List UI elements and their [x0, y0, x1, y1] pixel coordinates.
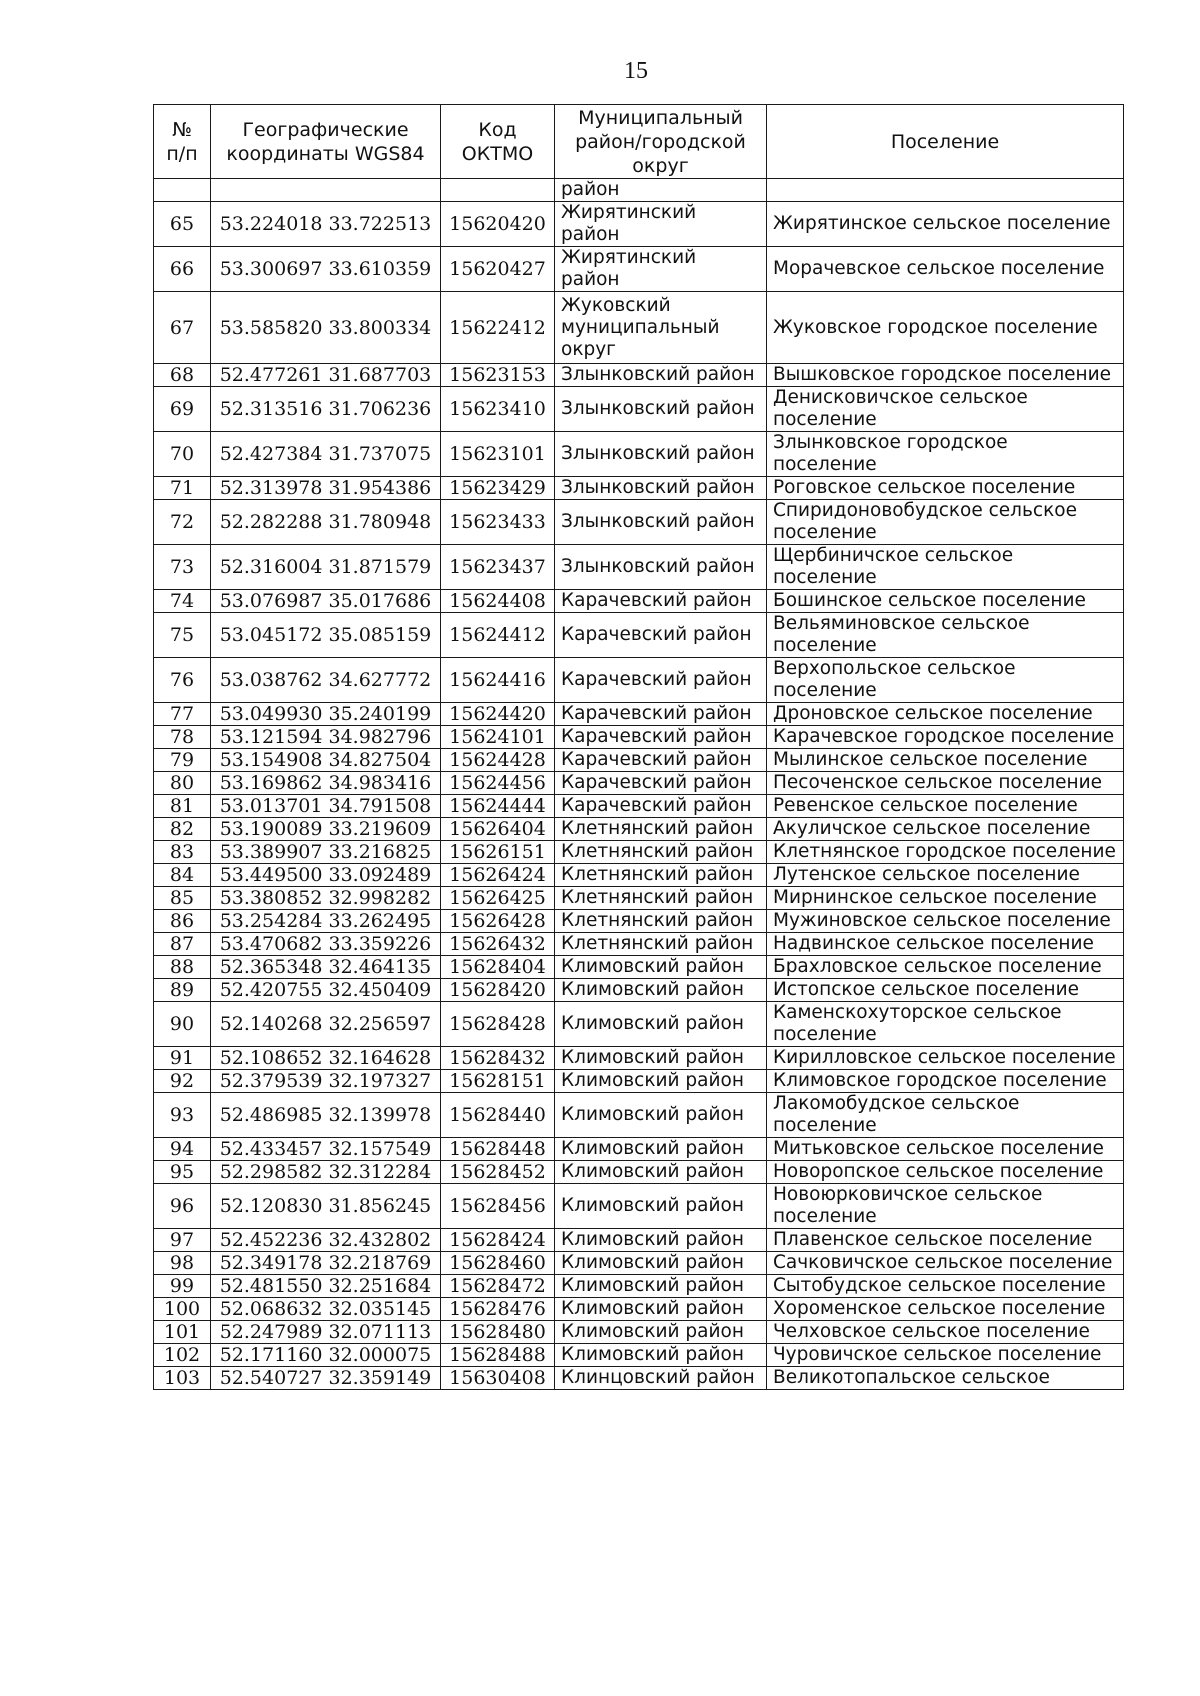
cell-district: Климовский район — [555, 1275, 767, 1298]
cell-oktmo: 15626425 — [441, 887, 555, 910]
cell-coordinates: 52.120830 31.856245 — [211, 1184, 441, 1229]
cell-settlement: Плавенское сельское поселение — [767, 1229, 1124, 1252]
cell-settlement: Мужиновское сельское поселение — [767, 910, 1124, 933]
cell-settlement: Лутенское сельское поселение — [767, 864, 1124, 887]
cell-settlement: Карачевское городское поселение — [767, 726, 1124, 749]
cell-number: 102 — [154, 1344, 211, 1367]
cell-oktmo: 15626151 — [441, 841, 555, 864]
cell-district: Злынковский район — [555, 500, 767, 545]
cell-coordinates: 52.420755 32.450409 — [211, 979, 441, 1002]
cell-coordinates: 53.049930 35.240199 — [211, 703, 441, 726]
cell-district: Жирятинский район — [555, 247, 767, 292]
cell-oktmo — [441, 179, 555, 202]
cell-coordinates: 52.433457 32.157549 — [211, 1138, 441, 1161]
table-row — [154, 1002, 1124, 1047]
cell-district: Клетнянский район — [555, 864, 767, 887]
cell-settlement: Сачковичское сельское поселение — [767, 1252, 1124, 1275]
cell-number: 97 — [154, 1229, 211, 1252]
cell-oktmo: 15626404 — [441, 818, 555, 841]
cell-oktmo: 15628452 — [441, 1161, 555, 1184]
table-row — [154, 1367, 1124, 1390]
cell-number: 96 — [154, 1184, 211, 1229]
cell-district: район — [555, 179, 767, 202]
cell-number: 66 — [154, 247, 211, 292]
cell-district: Карачевский район — [555, 749, 767, 772]
cell-district: Клетнянский район — [555, 887, 767, 910]
table-row — [154, 703, 1124, 726]
cell-number: 80 — [154, 772, 211, 795]
cell-district: Злынковский район — [555, 364, 767, 387]
table-body — [154, 179, 1124, 1390]
cell-number: 100 — [154, 1298, 211, 1321]
cell-district: Карачевский район — [555, 658, 767, 703]
cell-district: Злынковский район — [555, 432, 767, 477]
cell-district: Карачевский район — [555, 795, 767, 818]
cell-coordinates: 53.585820 33.800334 — [211, 292, 441, 364]
cell-coordinates: 53.013701 34.791508 — [211, 795, 441, 818]
cell-coordinates: 53.380852 32.998282 — [211, 887, 441, 910]
cell-settlement — [767, 179, 1124, 202]
cell-district: Жирятинский район — [555, 202, 767, 247]
table-row — [154, 1229, 1124, 1252]
cell-settlement: Чуровичское сельское поселение — [767, 1344, 1124, 1367]
table-row — [154, 1252, 1124, 1275]
cell-settlement: Щербиничское сельское поселение — [767, 545, 1124, 590]
cell-number: 95 — [154, 1161, 211, 1184]
cell-number: 103 — [154, 1367, 211, 1390]
cell-coordinates: 52.282288 31.780948 — [211, 500, 441, 545]
cell-coordinates: 53.449500 33.092489 — [211, 864, 441, 887]
cell-oktmo: 15624444 — [441, 795, 555, 818]
table-row — [154, 1298, 1124, 1321]
cell-district: Клетнянский район — [555, 910, 767, 933]
cell-number: 85 — [154, 887, 211, 910]
table-row — [154, 247, 1124, 292]
cell-district: Жуковский муниципальный округ — [555, 292, 767, 364]
cell-oktmo: 15628151 — [441, 1070, 555, 1093]
table-row — [154, 545, 1124, 590]
cell-settlement: Морачевское сельское поселение — [767, 247, 1124, 292]
cell-coordinates: 52.379539 32.197327 — [211, 1070, 441, 1093]
cell-district: Злынковский район — [555, 545, 767, 590]
cell-settlement: Мылинское сельское поселение — [767, 749, 1124, 772]
cell-oktmo: 15620420 — [441, 202, 555, 247]
cell-oktmo: 15628488 — [441, 1344, 555, 1367]
table-row — [154, 818, 1124, 841]
cell-settlement: Клетнянское городское поселение — [767, 841, 1124, 864]
cell-oktmo: 15624420 — [441, 703, 555, 726]
cell-settlement: Денисковичское сельское поселение — [767, 387, 1124, 432]
table-row — [154, 387, 1124, 432]
cell-district: Клинцовский район — [555, 1367, 767, 1390]
table-row — [154, 726, 1124, 749]
table-row — [154, 179, 1124, 202]
cell-number: 84 — [154, 864, 211, 887]
cell-settlement: Новоропское сельское поселение — [767, 1161, 1124, 1184]
cell-oktmo: 15628456 — [441, 1184, 555, 1229]
cell-settlement: Мирнинское сельское поселение — [767, 887, 1124, 910]
table-row — [154, 933, 1124, 956]
cell-district: Климовский район — [555, 1138, 767, 1161]
table-row — [154, 1093, 1124, 1138]
cell-settlement: Климовское городское поселение — [767, 1070, 1124, 1093]
cell-settlement: Надвинское сельское поселение — [767, 933, 1124, 956]
cell-number: 94 — [154, 1138, 211, 1161]
cell-oktmo: 15626428 — [441, 910, 555, 933]
cell-number: 70 — [154, 432, 211, 477]
cell-settlement: Хороменское сельское поселение — [767, 1298, 1124, 1321]
cell-coordinates: 52.247989 32.071113 — [211, 1321, 441, 1344]
cell-coordinates: 52.540727 32.359149 — [211, 1367, 441, 1390]
cell-oktmo: 15623101 — [441, 432, 555, 477]
cell-settlement: Лакомобудское сельское поселение — [767, 1093, 1124, 1138]
cell-oktmo: 15623429 — [441, 477, 555, 500]
cell-settlement: Кирилловское сельское поселение — [767, 1047, 1124, 1070]
table-row — [154, 1184, 1124, 1229]
cell-oktmo: 15623153 — [441, 364, 555, 387]
cell-oktmo: 15628460 — [441, 1252, 555, 1275]
table-row — [154, 749, 1124, 772]
cell-oktmo: 15628432 — [441, 1047, 555, 1070]
cell-coordinates: 52.140268 32.256597 — [211, 1002, 441, 1047]
table-row — [154, 202, 1124, 247]
settlements-table — [153, 104, 1124, 1390]
table-row — [154, 1344, 1124, 1367]
cell-oktmo: 15624408 — [441, 590, 555, 613]
table-row — [154, 1070, 1124, 1093]
cell-number: 67 — [154, 292, 211, 364]
cell-number: 83 — [154, 841, 211, 864]
cell-district: Климовский район — [555, 1047, 767, 1070]
header-oktmo: Код ОКТМО — [441, 105, 555, 179]
cell-oktmo: 15628448 — [441, 1138, 555, 1161]
cell-number: 78 — [154, 726, 211, 749]
cell-oktmo: 15624416 — [441, 658, 555, 703]
cell-number: 76 — [154, 658, 211, 703]
cell-number: 101 — [154, 1321, 211, 1344]
cell-settlement: Митьковское сельское поселение — [767, 1138, 1124, 1161]
cell-district: Карачевский район — [555, 590, 767, 613]
cell-oktmo: 15623437 — [441, 545, 555, 590]
table-row — [154, 1275, 1124, 1298]
cell-district: Климовский район — [555, 1252, 767, 1275]
cell-coordinates: 52.365348 32.464135 — [211, 956, 441, 979]
cell-district: Злынковский район — [555, 387, 767, 432]
cell-settlement: Верхопольское сельское поселение — [767, 658, 1124, 703]
table-row — [154, 364, 1124, 387]
cell-coordinates: 52.108652 32.164628 — [211, 1047, 441, 1070]
cell-oktmo: 15628476 — [441, 1298, 555, 1321]
cell-coordinates: 52.349178 32.218769 — [211, 1252, 441, 1275]
cell-coordinates: 52.068632 32.035145 — [211, 1298, 441, 1321]
cell-settlement: Песоченское сельское поселение — [767, 772, 1124, 795]
cell-number: 77 — [154, 703, 211, 726]
cell-coordinates: 52.486985 32.139978 — [211, 1093, 441, 1138]
cell-oktmo: 15626432 — [441, 933, 555, 956]
cell-oktmo: 15630408 — [441, 1367, 555, 1390]
cell-oktmo: 15623410 — [441, 387, 555, 432]
cell-settlement: Жуковское городское поселение — [767, 292, 1124, 364]
cell-settlement: Новоюрковичское сельское поселение — [767, 1184, 1124, 1229]
table-row — [154, 772, 1124, 795]
cell-district: Клетнянский район — [555, 818, 767, 841]
cell-oktmo: 15624412 — [441, 613, 555, 658]
cell-number: 93 — [154, 1093, 211, 1138]
cell-district: Карачевский район — [555, 726, 767, 749]
table-row — [154, 979, 1124, 1002]
cell-oktmo: 15628428 — [441, 1002, 555, 1047]
cell-number: 79 — [154, 749, 211, 772]
cell-settlement: Спиридоновобудское сельское поселение — [767, 500, 1124, 545]
cell-district: Климовский район — [555, 956, 767, 979]
cell-coordinates: 52.427384 31.737075 — [211, 432, 441, 477]
cell-number: 68 — [154, 364, 211, 387]
table-row — [154, 910, 1124, 933]
cell-oktmo: 15628404 — [441, 956, 555, 979]
page-number: 15 — [624, 58, 648, 84]
table-row — [154, 432, 1124, 477]
cell-oktmo: 15623433 — [441, 500, 555, 545]
table-row — [154, 956, 1124, 979]
cell-settlement: Челховское сельское поселение — [767, 1321, 1124, 1344]
cell-oktmo: 15624456 — [441, 772, 555, 795]
cell-coordinates: 53.121594 34.982796 — [211, 726, 441, 749]
table-row — [154, 292, 1124, 364]
cell-number: 92 — [154, 1070, 211, 1093]
cell-district: Климовский район — [555, 1093, 767, 1138]
cell-district: Климовский район — [555, 1070, 767, 1093]
table-row — [154, 1321, 1124, 1344]
cell-coordinates: 53.470682 33.359226 — [211, 933, 441, 956]
cell-number: 99 — [154, 1275, 211, 1298]
cell-coordinates: 52.477261 31.687703 — [211, 364, 441, 387]
cell-number: 65 — [154, 202, 211, 247]
cell-settlement: Акуличское сельское поселение — [767, 818, 1124, 841]
cell-coordinates: 53.254284 33.262495 — [211, 910, 441, 933]
cell-coordinates: 53.076987 35.017686 — [211, 590, 441, 613]
table-row — [154, 841, 1124, 864]
cell-settlement: Роговское сельское поселение — [767, 477, 1124, 500]
cell-oktmo: 15624428 — [441, 749, 555, 772]
cell-oktmo: 15628420 — [441, 979, 555, 1002]
cell-number: 73 — [154, 545, 211, 590]
cell-coordinates: 52.313516 31.706236 — [211, 387, 441, 432]
cell-settlement: Каменскохуторское сельское поселение — [767, 1002, 1124, 1047]
cell-settlement: Злынковское городское поселение — [767, 432, 1124, 477]
table-row — [154, 500, 1124, 545]
cell-district: Климовский район — [555, 1344, 767, 1367]
cell-coordinates: 53.038762 34.627772 — [211, 658, 441, 703]
table-row — [154, 590, 1124, 613]
cell-settlement: Дроновское сельское поселение — [767, 703, 1124, 726]
cell-district: Климовский район — [555, 1184, 767, 1229]
cell-coordinates: 52.452236 32.432802 — [211, 1229, 441, 1252]
cell-coordinates: 53.045172 35.085159 — [211, 613, 441, 658]
cell-district: Климовский район — [555, 1002, 767, 1047]
table-row — [154, 864, 1124, 887]
cell-district: Климовский район — [555, 1161, 767, 1184]
cell-settlement: Бошинское сельское поселение — [767, 590, 1124, 613]
cell-district: Климовский район — [555, 1298, 767, 1321]
cell-number: 82 — [154, 818, 211, 841]
cell-coordinates: 53.224018 33.722513 — [211, 202, 441, 247]
cell-coordinates — [211, 179, 441, 202]
cell-coordinates: 52.316004 31.871579 — [211, 545, 441, 590]
cell-number: 75 — [154, 613, 211, 658]
cell-oktmo: 15628424 — [441, 1229, 555, 1252]
cell-coordinates: 53.389907 33.216825 — [211, 841, 441, 864]
cell-coordinates: 52.298582 32.312284 — [211, 1161, 441, 1184]
cell-number — [154, 179, 211, 202]
cell-oktmo: 15628480 — [441, 1321, 555, 1344]
cell-coordinates: 53.169862 34.983416 — [211, 772, 441, 795]
cell-settlement: Ревенское сельское поселение — [767, 795, 1124, 818]
cell-number: 90 — [154, 1002, 211, 1047]
table-row — [154, 613, 1124, 658]
table-row — [154, 795, 1124, 818]
cell-settlement: Брахловское сельское поселение — [767, 956, 1124, 979]
cell-district: Клетнянский район — [555, 841, 767, 864]
table-header — [154, 105, 1124, 179]
cell-number: 87 — [154, 933, 211, 956]
cell-number: 72 — [154, 500, 211, 545]
table-row — [154, 1138, 1124, 1161]
cell-oktmo: 15622412 — [441, 292, 555, 364]
cell-coordinates: 52.171160 32.000075 — [211, 1344, 441, 1367]
header-num: № п/п — [154, 105, 211, 179]
cell-number: 98 — [154, 1252, 211, 1275]
cell-settlement: Великотопальское сельское — [767, 1367, 1124, 1390]
cell-settlement: Жирятинское сельское поселение — [767, 202, 1124, 247]
cell-district: Карачевский район — [555, 613, 767, 658]
cell-number: 74 — [154, 590, 211, 613]
cell-district: Злынковский район — [555, 477, 767, 500]
cell-settlement: Сытобудское сельское поселение — [767, 1275, 1124, 1298]
cell-number: 86 — [154, 910, 211, 933]
header-coords: Географические координаты WGS84 — [211, 105, 441, 179]
cell-coordinates: 52.313978 31.954386 — [211, 477, 441, 500]
cell-oktmo: 15628472 — [441, 1275, 555, 1298]
table-row — [154, 887, 1124, 910]
table-row — [154, 477, 1124, 500]
cell-coordinates: 53.300697 33.610359 — [211, 247, 441, 292]
cell-settlement: Вельяминовское сельское поселение — [767, 613, 1124, 658]
cell-district: Карачевский район — [555, 703, 767, 726]
header-settlement: Поселение — [767, 105, 1124, 179]
cell-oktmo: 15620427 — [441, 247, 555, 292]
cell-oktmo: 15624101 — [441, 726, 555, 749]
table-row — [154, 1161, 1124, 1184]
cell-coordinates: 53.154908 34.827504 — [211, 749, 441, 772]
header-district: Муниципальный район/городской округ — [555, 105, 767, 179]
cell-district: Климовский район — [555, 1321, 767, 1344]
table-row — [154, 658, 1124, 703]
cell-oktmo: 15628440 — [441, 1093, 555, 1138]
cell-number: 69 — [154, 387, 211, 432]
cell-number: 91 — [154, 1047, 211, 1070]
cell-district: Клетнянский район — [555, 933, 767, 956]
cell-number: 88 — [154, 956, 211, 979]
cell-settlement: Истопское сельское поселение — [767, 979, 1124, 1002]
cell-oktmo: 15626424 — [441, 864, 555, 887]
cell-coordinates: 53.190089 33.219609 — [211, 818, 441, 841]
cell-district: Карачевский район — [555, 772, 767, 795]
cell-number: 71 — [154, 477, 211, 500]
cell-number: 89 — [154, 979, 211, 1002]
cell-district: Климовский район — [555, 979, 767, 1002]
cell-district: Климовский район — [555, 1229, 767, 1252]
table-row — [154, 1047, 1124, 1070]
cell-number: 81 — [154, 795, 211, 818]
cell-settlement: Вышковское городское поселение — [767, 364, 1124, 387]
cell-coordinates: 52.481550 32.251684 — [211, 1275, 441, 1298]
